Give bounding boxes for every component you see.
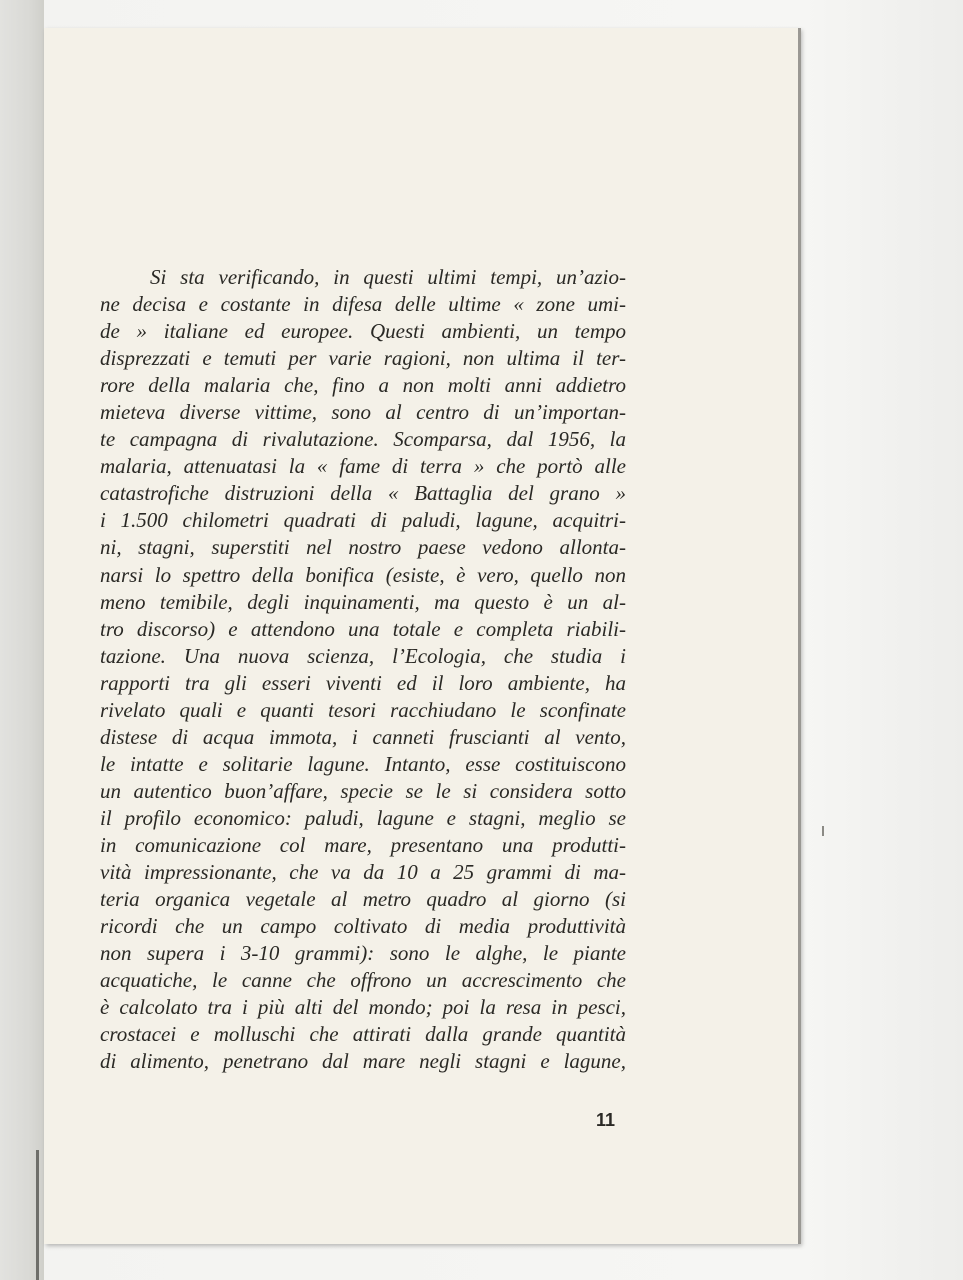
text-line: in comunicazione col mare, presentano una produtti- <box>100 832 626 857</box>
text-line: meno temibile, degli inquinamenti, ma questo è un al- <box>100 589 626 614</box>
text-line: mieteva diverse vittime, sono al centro di un’importan- <box>100 400 626 425</box>
text-line: Si sta verificando, in questi ultimi tempi, un’azio- <box>150 265 626 289</box>
book-spine-line <box>36 1150 39 1280</box>
text-line: de » italiane ed europee. Questi ambienti, un tempo <box>100 319 626 344</box>
text-line: te campagna di rivalutazione. Scomparsa, dal 1956, la <box>100 427 626 452</box>
text-line: un autentico buon’affare, specie se le si considera sotto <box>100 778 626 803</box>
text-line: acquatiche, le canne che offrono un accrescimento che <box>100 968 626 993</box>
text-line: di alimento, penetrano dal mare negli stagni e lagune, <box>100 1049 626 1074</box>
text-line: crostacei e molluschi che attirati dalla grande quantità <box>100 1022 626 1047</box>
text-line: il profilo economico: paludi, lagune e stagni, meglio se <box>100 805 626 830</box>
text-line: catastrofiche distruzioni della « Battaglia del grano » <box>100 481 626 506</box>
text-line: i 1.500 chilometri quadrati di paludi, lagune, acquitri- <box>100 508 626 533</box>
text-line: ni, stagni, superstiti nel nostro paese vedono allonta- <box>100 535 626 560</box>
text-line: ricordi che un campo coltivato di media produttività <box>100 914 626 939</box>
text-line: non supera i 3-10 grammi): sono le alghe, le piante <box>100 941 626 966</box>
text-line: malaria, attenuatasi la « fame di terra » che portò alle <box>100 454 626 479</box>
text-line: distese di acqua immota, i canneti fruscianti al vento, <box>100 724 626 749</box>
page-edge <box>798 28 801 1244</box>
text-line: rivelato quali e quanti tesori racchiudano le sconfinate <box>100 697 626 722</box>
text-line: le intatte e solitarie lagune. Intanto, esse costituiscono <box>100 751 626 776</box>
text-line: narsi lo spettro della bonifica (esiste, è vero, quello non <box>100 562 626 587</box>
body-text <box>100 264 626 1075</box>
text-line: è calcolato tra i più alti del mondo; poi la resa in pesci, <box>100 995 626 1020</box>
text-line: tazione. Una nuova scienza, l’Ecologia, che studia i <box>100 643 626 668</box>
text-line: ne decisa e costante in difesa delle ultime « zone umi- <box>100 292 626 317</box>
page-number: 11 <box>596 1110 616 1130</box>
text-line: tro discorso) e attendono una totale e completa riabili- <box>100 616 626 641</box>
text-line: rore della malaria che, fino a non molti anni addietro <box>100 373 626 398</box>
text-line: disprezzati e temuti per varie ragioni, non ultima il ter- <box>100 346 626 371</box>
text-line: rapporti tra gli esseri viventi ed il loro ambiente, ha <box>100 670 626 695</box>
text-line: vità impressionante, che va da 10 a 25 grammi di ma- <box>100 860 626 885</box>
book-edge <box>0 0 44 1280</box>
text-line: teria organica vegetale al metro quadro al giorno (si <box>100 887 626 912</box>
paper-speck <box>822 826 824 836</box>
